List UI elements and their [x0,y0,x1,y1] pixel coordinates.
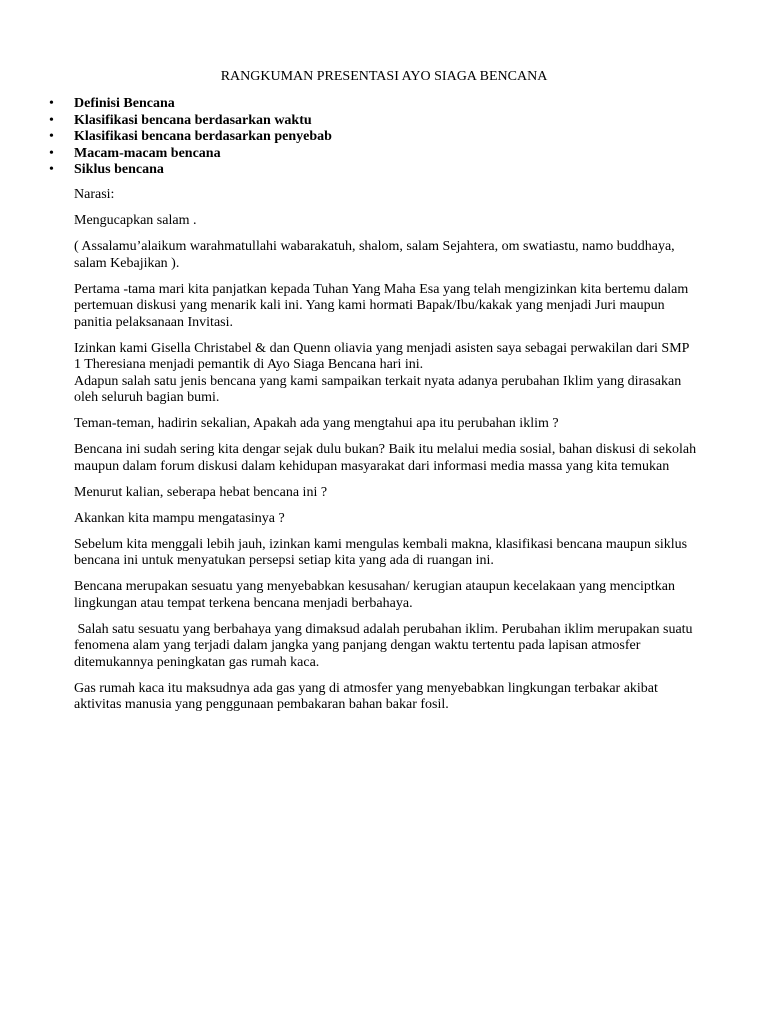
document-title: RANGKUMAN PRESENTASI AYO SIAGA BENCANA [220,69,548,84]
bullet-icon: • [49,129,54,144]
paragraph-question-3: Akankan kita mampu mengatasinya ? [74,510,285,526]
paragraph-question-2: Menurut kalian, seberapa hebat bencana ini ? [74,484,328,500]
paragraph-salam: Mengucapkan salam . [74,213,197,228]
paragraph-narasi: Narasi: [74,187,115,202]
bullet-icon: • [49,112,54,128]
paragraph-climate-change: Salah satu sesuatu yang berbahaya yang dimaksud adalah perubahan iklim. Perubahan iklim merupakan suatu fenomena alam yang terjadi dalam jangka yang panjang dengan waktu tertentu pada lapisan atmosfer ditemukannya peningkatan gas rumah kaca. [74,621,697,670]
paragraph-greetings: ( Assalamu’alaikum warahmatullahi wabarakatuh, shalom, salam Sejahtera, om swatiastu, namo buddhaya, salam Kebajikan ). [74,239,675,271]
document-body [74,187,699,723]
bullet-icon: • [49,96,54,111]
bullet-icon: • [49,162,54,177]
paragraph-greenhouse-gas: Gas rumah kaca itu maksudnya ada gas yang di atmosfer yang menyebabkan lingkungan terbakar akibat aktivitas manusia yang penggunaan pembakaran bahan bakar fosil. [74,680,658,712]
paragraph-question-1: Teman-teman, hadirin sekalian, Apakah ada yang mengtahui apa itu perubahan iklim ? [74,416,559,431]
paragraph-introduction: Izinkan kami Gisella Christabel & dan Quenn oliavia yang menjadi asisten saya sebagai perwakilan dari SMP 1 Theresiana menjadi pemantik di Ayo Siaga Bencana hari ini. Adapun salah satu jenis bencana yang kami sampaikan terkait nyata adanya perubahan Iklim yang dirasakan oleh seluruh bagian bumi. [74,340,689,405]
paragraph-review: Sebelum kita menggali lebih jauh, izinkan kami mengulas kembali makna, klasifikasi bencana maupun siklus bencana ini untuk menyatukan persepsi setiap kita yang ada di ruangan ini. [74,536,688,568]
document-page: RANGKUMAN PRESENTASI AYO SIAGA BENCANA • Definisi Bencana • Klasifikasi bencana berdasarkan waktu • Klasifikasi bencana berdasarkan penyebab • Macam-macam bencana • Siklus bencana Narasi: Mengucapkan salam . ( Assalamu’alaikum warahmatullahi wabarakatuh, shalom, salam Sejahtera, om swatiastu, namo buddhaya, salam Kebajikan ). Pertama -tama mari kita panjatkan kepada Tuhan Yang Maha Esa yang telah mengizinkan kita bertemu dalam pertemuan diskusi yang menarik kali ini. Yang kami hormati Bapak/Ibu/kakak yang menjadi Juri maupun panitia pelaksanaan Invitasi. Izinkan kami Gisella Christabel & dan Quenn oliavia yang menjadi asisten saya sebagai perwakilan dari SMP 1 Theresiana menjadi pemantik di Ayo Siaga Bencana hari ini. Adapun salah satu jenis bencana yang kami sampaikan terkait nyata adanya perubahan Iklim yang dirasakan oleh seluruh bagian bumi. Teman-teman, hadirin sekalian, Apakah ada yang mengtahui apa itu perubahan iklim ? Bencana ini sudah sering kita dengar sejak dulu bukan? Baik itu melalui media sosial, bahan diskusi di sekolah maupun dalam forum diskusi dalam kehidupan masyarakat dari informasi media massa yang kita temukan Menurut kalian, seberapa hebat bencana ini ? Akankan kita mampu mengatasinya ? Sebelum kita menggali lebih jauh, izinkan kami mengulas kembali makna, klasifikasi bencana maupun siklus bencana ini untuk menyatukan persepsi setiap kita yang ada di ruangan ini. Bencana merupakan sesuatu yang menyebabkan kesusahan/ kerugian ataupun kecelakaan yang menciptkan lingkungan atau tempat terkena bencana menjadi berbahaya. Salah satu sesuatu yang berbahaya yang dimaksud adalah perubahan iklim. Perubahan iklim merupakan suatu fenomena alam yang terjadi dalam jangka yang panjang dengan waktu tertentu pada lapisan atmosfer ditemukannya peningkatan gas rumah kaca. Gas rumah kaca itu maksudnya ada gas yang di atmosfer yang menyebabkan lingkungan terbakar akibat aktivitas manusia yang penggunaan pembakaran bahan bakar fosil. [0,0,768,1024]
paragraph-definition: Bencana merupakan sesuatu yang menyebabkan kesusahan/ kerugian ataupun kecelakaan yang menciptkan lingkungan atau tempat terkena bencana menjadi berbahaya. [74,579,675,611]
paragraph-media: Bencana ini sudah sering kita dengar sejak dulu bukan? Baik itu melalui media sosial, bahan diskusi di sekolah maupun dalam forum diskusi dalam kehidupan masyarakat dari informasi media massa yang kita temukan [74,442,697,474]
paragraph-opening: Pertama -tama mari kita panjatkan kepada Tuhan Yang Maha Esa yang telah mengizinkan kita bertemu dalam pertemuan diskusi yang menarik kali ini. Yang kami hormati Bapak/Ibu/kakak yang menjadi Juri maupun panitia pelaksanaan Invitasi. [74,281,689,330]
bullet-icon: • [49,145,54,161]
